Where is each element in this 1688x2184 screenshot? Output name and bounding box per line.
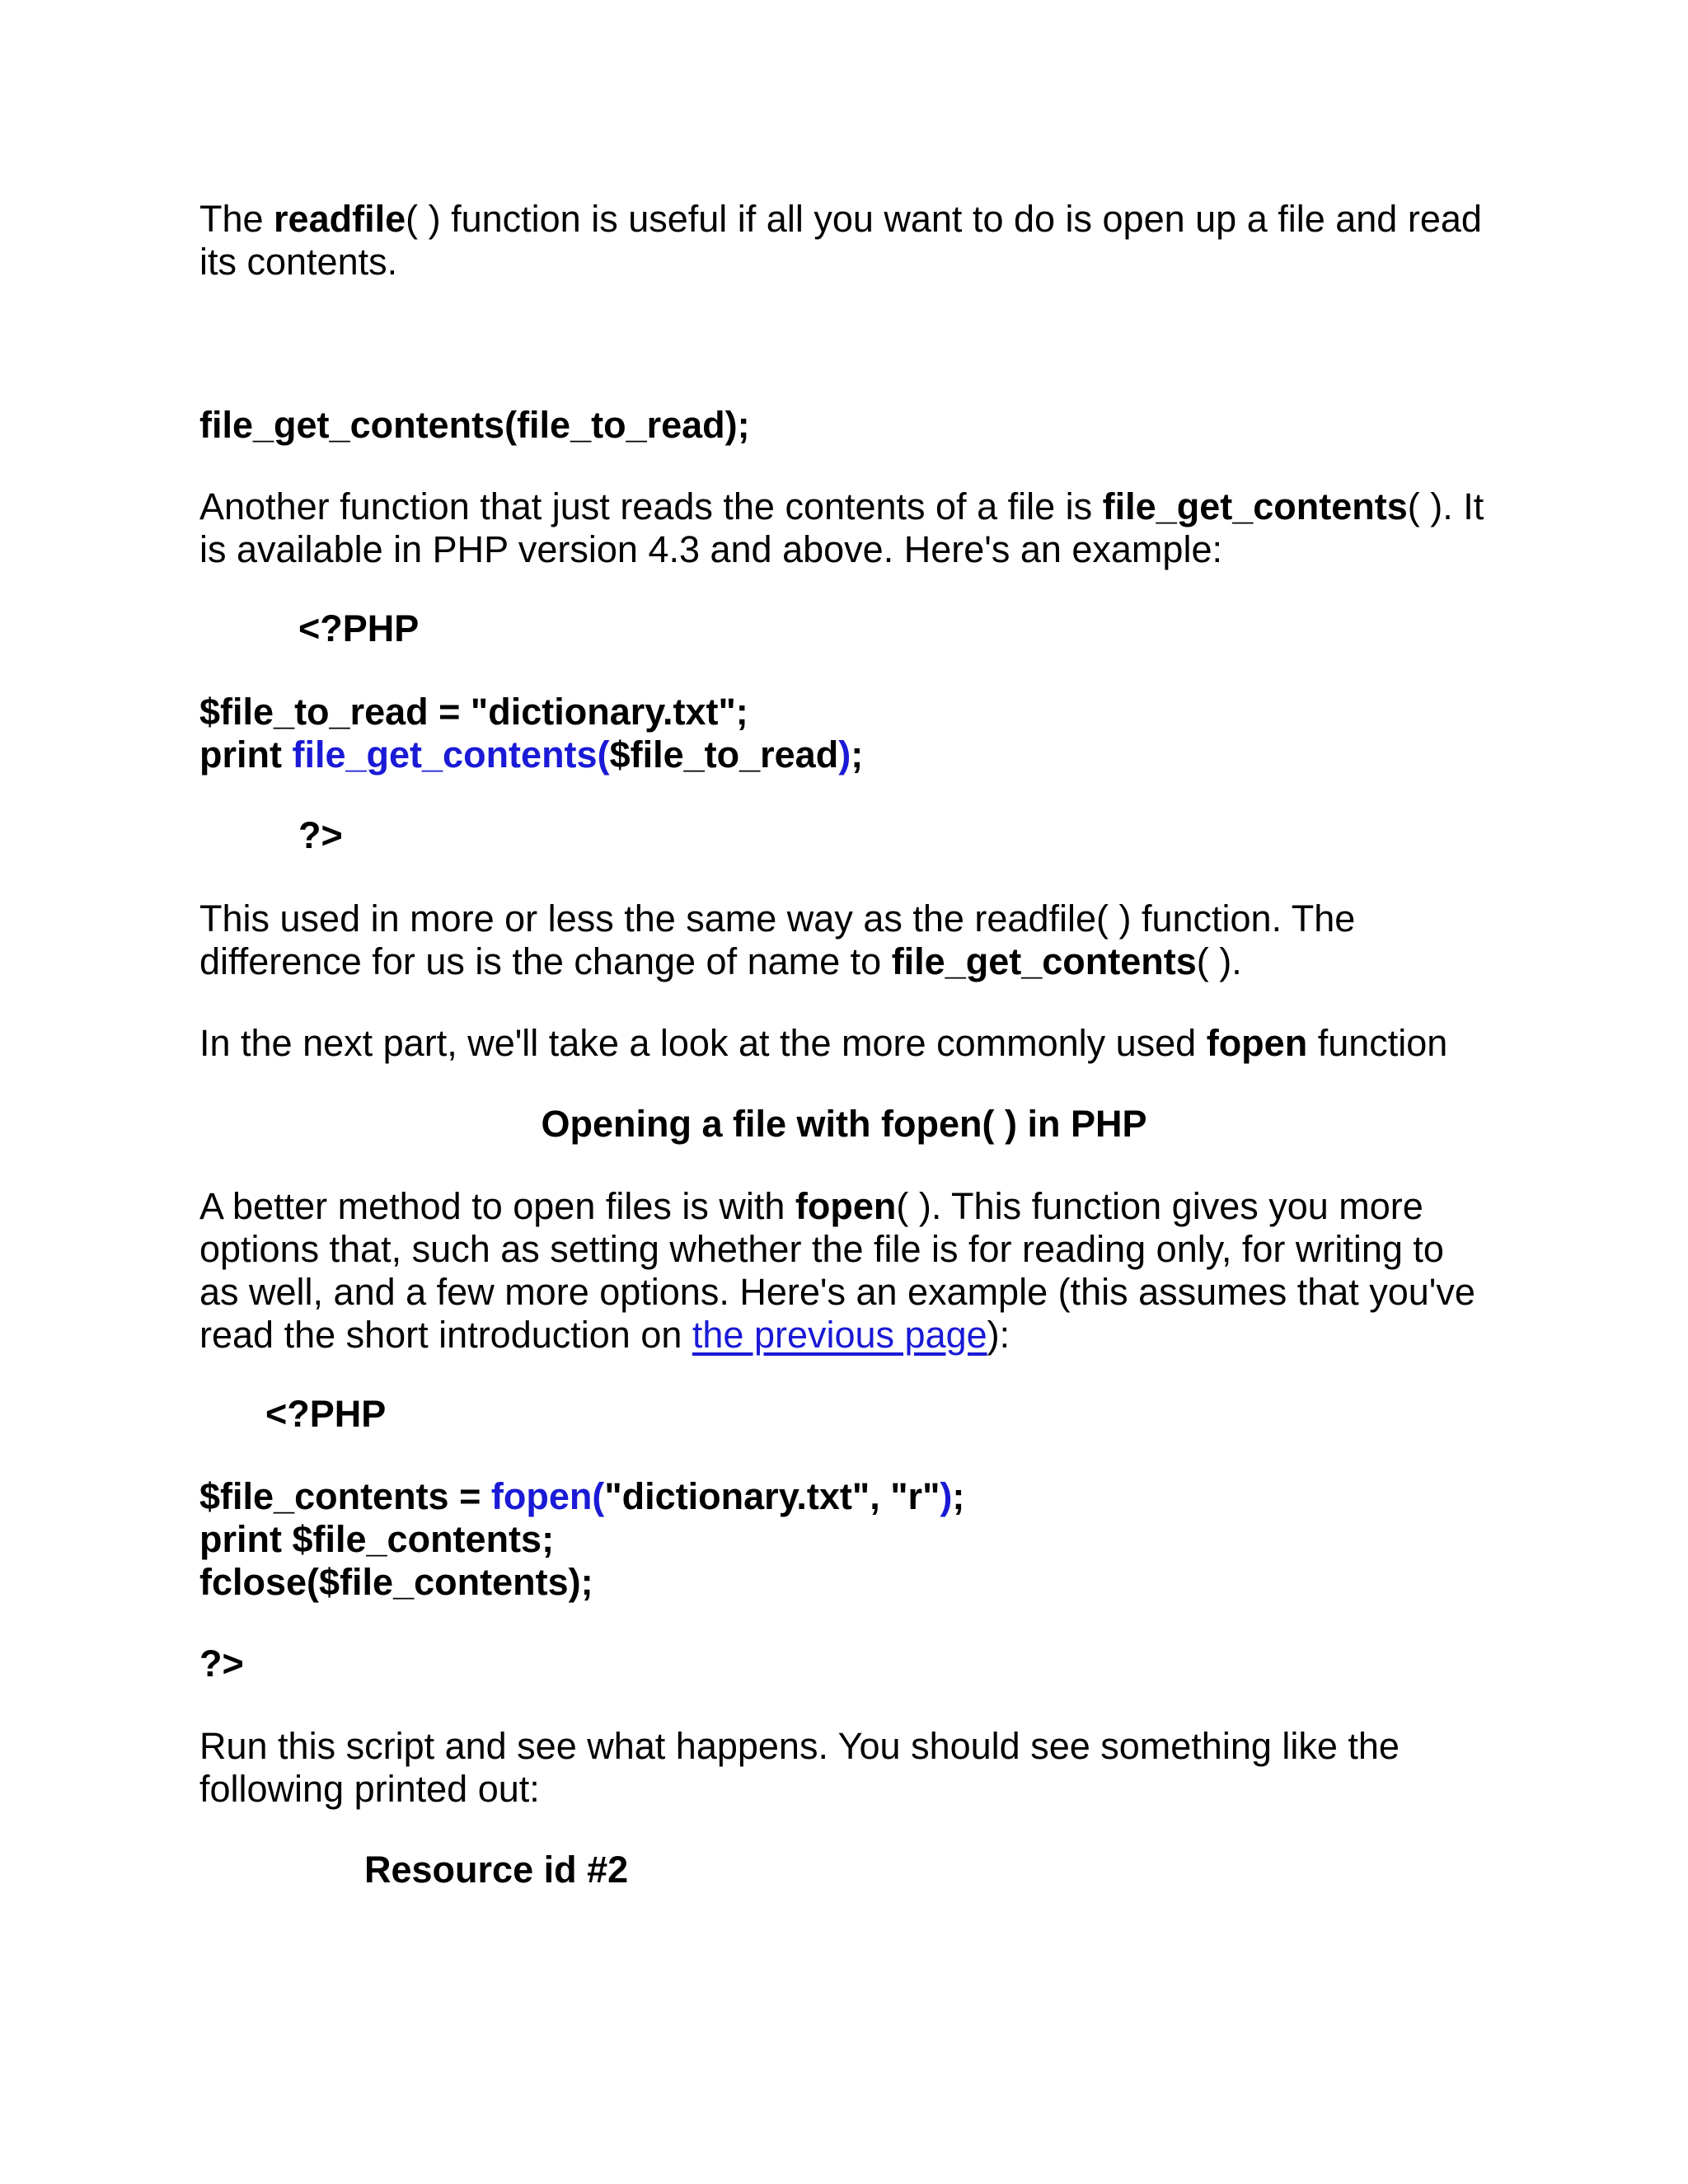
- resource-id-output: Resource id #2: [364, 1849, 629, 1891]
- run-script-paragraph: [199, 1725, 1502, 1811]
- code1-php-open-tag: <?PHP: [298, 607, 420, 649]
- fopen-section-heading: Opening a file with fopen( ) in PHP: [541, 1103, 1147, 1145]
- fopen-paragraph: [199, 1185, 1502, 1357]
- run-line-1: Run this script and see what happens. You should see something like the: [199, 1725, 1400, 1767]
- code1-line-2: print file_get_contents($file_to_read);: [199, 733, 864, 776]
- comparison-paragraph: [199, 898, 1502, 983]
- run-line-2: following printed out:: [199, 1768, 540, 1810]
- fopen-line-3: as well, and a few more options. Here's an example (this assumes that you've: [199, 1271, 1475, 1313]
- code1-php-close-tag: ?>: [298, 814, 343, 856]
- code2-php-close-tag: ?>: [199, 1643, 244, 1685]
- code1-line-1: $file_to_read = "dictionary.txt";: [199, 691, 748, 733]
- code1-function-name: file_get_contents(: [292, 733, 610, 776]
- fopen-line-1: A better method to open files is with fopen( ). This function gives you more: [199, 1185, 1423, 1227]
- code2-line-1: $file_contents = fopen("dictionary.txt", "r");: [199, 1475, 965, 1517]
- fopen-line-4: read the short introduction on the previous page):: [199, 1314, 1010, 1356]
- fgc-line-1: Another function that just reads the contents of a file is file_get_contents( ). It: [199, 485, 1484, 527]
- file-get-contents-term: file_get_contents: [1102, 485, 1408, 527]
- intro-line-2: its contents.: [199, 241, 398, 283]
- comparison-line-2: difference for us is the change of name to file_get_contents( ).: [199, 940, 1242, 982]
- previous-page-link[interactable]: the previous page: [692, 1314, 987, 1356]
- readfile-term: readfile: [274, 198, 406, 240]
- file-get-contents-paragraph: [199, 485, 1502, 571]
- code2-body: [199, 1475, 1502, 1604]
- code2-line-2: print $file_contents;: [199, 1518, 555, 1560]
- file-get-contents-heading: file_get_contents(file_to_read);: [199, 404, 750, 446]
- code2-line-3: fclose($file_contents);: [199, 1561, 593, 1603]
- intro-line-1: The readfile( ) function is useful if all you want to do is open up a file and read: [199, 198, 1482, 240]
- comparison-line-1: This used in more or less the same way as the readfile( ) function. The: [199, 898, 1356, 940]
- fgc-line-2: is available in PHP version 4.3 and above. Here's an example:: [199, 528, 1222, 570]
- code1-body: [199, 691, 1502, 776]
- code2-php-open-tag: <?PHP: [265, 1393, 387, 1435]
- fopen-line-2: options that, such as setting whether the file is for reading only, for writing to: [199, 1228, 1444, 1270]
- fopen-term: fopen: [1206, 1022, 1308, 1064]
- intro-paragraph: [199, 198, 1502, 284]
- next-part-paragraph: In the next part, we'll take a look at the more commonly used fopen function: [199, 1022, 1448, 1064]
- code2-function-name: fopen(: [490, 1475, 605, 1517]
